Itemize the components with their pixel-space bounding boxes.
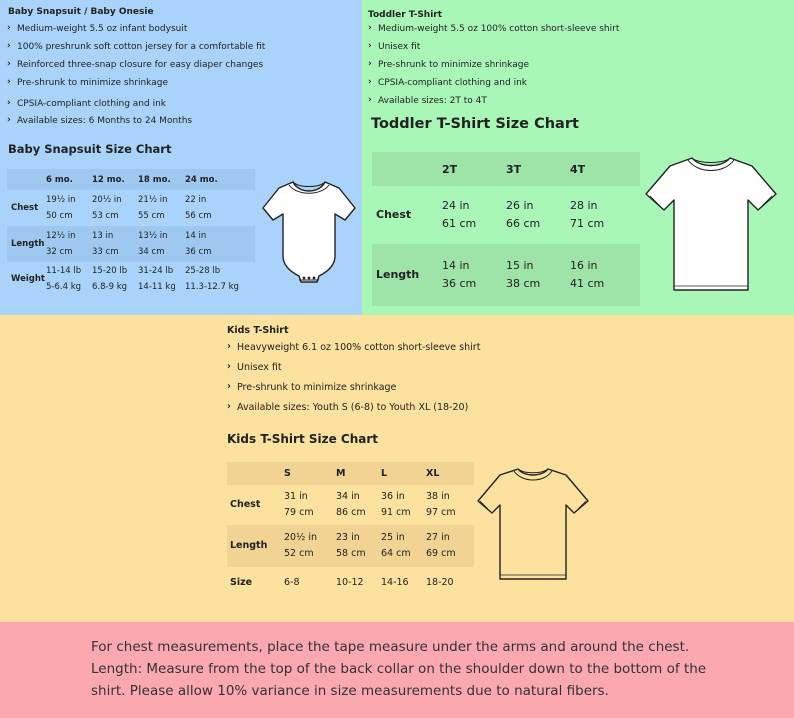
feature-item: › Available sizes: 6 Months to 24 Months [7,115,265,133]
baby-onesie-icon [259,176,359,288]
row-label: Chest [376,208,412,221]
row-label: Chest [230,499,261,510]
feature-item: › Medium-weight 5.5 oz infant bodysuit [7,23,265,41]
table-cell: 14 in 36 cm [442,259,477,290]
table-cell: 25-28 lb 11.3-12.7 kg [185,266,239,292]
table-cell: 13 in 33 cm [92,231,119,257]
row-label: Chest [11,203,39,213]
table-cell: 34 in 86 cm [336,491,366,518]
toddler-feature-list [368,23,619,113]
feature-item: › Medium-weight 5.5 oz 100% cotton short-sleeve shirt [368,23,619,41]
baby-feature-list [7,23,265,133]
kids-feature-list [227,341,480,421]
table-row [227,485,474,525]
table-header-row [227,462,474,485]
row-label: Length [376,268,420,281]
table-cell: 27 in 69 cm [426,532,456,559]
toddler-tshirt-icon [640,150,782,298]
table-cell: 11-14 lb 5-6.4 kg [46,266,82,292]
table-cell: 28 in 71 cm [570,199,605,230]
column-header: 4T [570,162,586,176]
baby-product-title: Baby Snapsuit / Baby Onesie [8,7,154,17]
column-header: 3T [506,162,522,176]
table-row [372,244,640,306]
row-label: Size [230,577,253,588]
table-cell: 15-20 lb 6.8-9 kg [92,266,128,292]
table-row [227,525,474,567]
feature-item: › 100% preshrunk soft cotton jersey for a comfortable fit [7,41,265,59]
column-header: 12 mo. [92,174,125,185]
table-cell: 16 in 41 cm [570,259,605,290]
feature-item: › Pre-shrunk to minimize shrinkage [227,381,480,401]
table-cell: 24 in 61 cm [442,199,477,230]
kids-product-title: Kids T-Shirt [227,325,289,336]
table-cell: 25 in 64 cm [381,532,411,559]
column-header: 18 mo. [138,174,171,185]
table-row [7,226,255,262]
feature-item: › Available sizes: 2T to 4T [368,95,619,113]
corner-cell [372,152,442,186]
row-label: Length [11,239,45,249]
table-cell: 36 in 91 cm [381,491,411,518]
table-row [227,567,474,599]
feature-item: › Unisex fit [368,41,619,59]
table-cell: 14 in 36 cm [185,231,212,257]
baby-snapsuit-panel [0,0,362,315]
table-header-row [7,169,255,190]
table-cell: 38 in 97 cm [426,491,456,518]
column-header: XL [426,468,440,479]
table-cell: 13½ in 34 cm [138,231,168,257]
toddler-size-table [372,152,640,306]
feature-item: › CPSIA-compliant clothing and ink [7,98,265,115]
kids-size-table [227,462,474,599]
table-cell: 20½ in 52 cm [284,532,317,559]
feature-item: › Pre-shrunk to minimize shrinkage [7,77,265,98]
table-cell: 31-24 lb 14-11 kg [138,266,176,292]
table-row [372,186,640,244]
row-label: Length [230,540,268,551]
feature-item: › CPSIA-compliant clothing and ink [368,77,619,95]
table-header-row [372,152,640,186]
column-header: M [336,468,346,479]
table-cell: 26 in 66 cm [506,199,541,230]
table-cell: 6-8 [284,577,300,588]
column-header: S [284,468,291,479]
table-cell: 19½ in 50 cm [46,195,76,221]
table-cell: 15 in 38 cm [506,259,541,290]
column-header: 6 mo. [46,174,73,185]
table-cell: 20½ in 53 cm [92,195,122,221]
measurement-note-text: For chest measurements, place the tape measure under the arms and around the chest. Length: Measure from the top of the back collar on the shoulder down to the bottom of the shirt. Please allow 10% variance in size measurements due to natural fibers. [91,639,707,699]
kids-tshirt-icon [474,463,592,585]
table-cell: 23 in 58 cm [336,532,366,559]
table-cell: 22 in 56 cm [185,195,212,221]
toddler-tshirt-panel [362,0,794,315]
feature-item: › Reinforced three-snap closure for easy diaper changes [7,59,265,77]
table-cell: 18-20 [426,577,454,588]
feature-item: › Available sizes: Youth S (6-8) to Youth XL (18-20) [227,401,480,421]
toddler-product-title: Toddler T-Shirt [368,10,443,20]
measurement-note-panel [0,622,794,718]
table-row [7,262,255,296]
table-cell: 31 in 79 cm [284,491,314,518]
table-cell: 14-16 [381,577,409,588]
kids-size-chart-title: Kids T-Shirt Size Chart [227,432,379,446]
toddler-size-chart-title: Toddler T-Shirt Size Chart [371,116,579,132]
feature-item: › Heavyweight 6.1 oz 100% cotton short-sleeve shirt [227,341,480,361]
feature-item: › Pre-shrunk to minimize shrinkage [368,59,619,77]
table-row [7,190,255,226]
row-label: Weight [11,274,45,284]
corner-cell [7,169,46,190]
baby-size-table [7,169,255,296]
kids-tshirt-panel [0,315,794,622]
table-cell: 10-12 [336,577,364,588]
table-cell: 21½ in 55 cm [138,195,168,221]
feature-item: › Unisex fit [227,361,480,381]
column-header: 2T [442,162,458,176]
corner-cell [227,462,284,485]
table-cell: 12½ in 32 cm [46,231,76,257]
baby-size-chart-title: Baby Snapsuit Size Chart [8,142,172,156]
column-header: 24 mo. [185,174,218,185]
column-header: L [381,468,388,479]
